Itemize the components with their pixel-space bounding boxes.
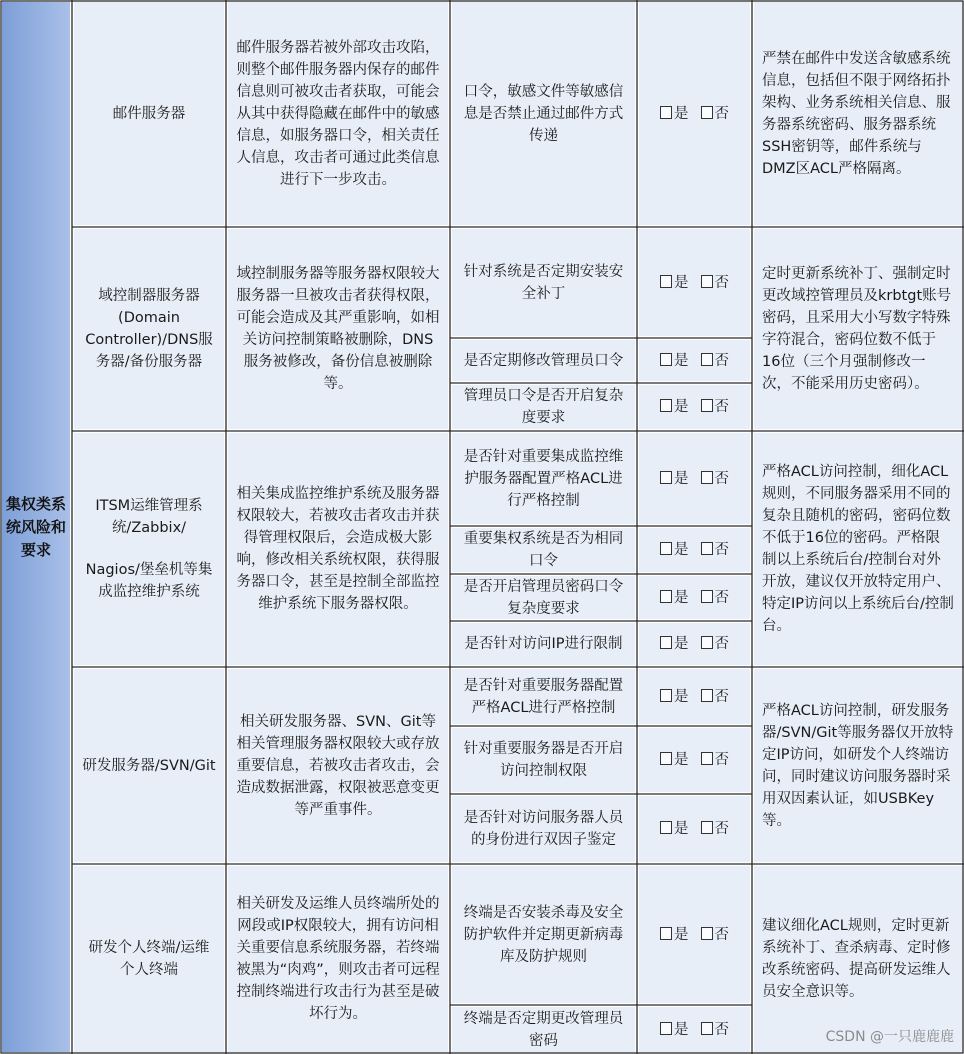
- risk-cell-dev-server: 相关研发服务器、SVN、Git等相关管理服务器权限较大或存放重要信息，若被攻击者攻击，会造成数据泄露，权限被恶意变更等严重事件。: [228, 669, 448, 862]
- checkbox-icon[interactable]: [701, 927, 713, 940]
- checkbox-icon[interactable]: [701, 821, 713, 834]
- risk-cell-domain-controller: 域控制服务器等服务器权限较大服务器一旦被攻击者获得权限，可能会造成及其严重影响，如相关访问控制策略被删除，DNS服务被修改，备份信息被删除等。: [228, 229, 448, 429]
- check-item: 针对系统是否定期安装安全补丁: [452, 229, 635, 336]
- checkbox-icon[interactable]: [660, 590, 672, 603]
- checkbox-icon[interactable]: [701, 636, 713, 649]
- yes-no-checkbox-group: [639, 1007, 750, 1052]
- check-item: 终端是否安装杀毒及安全防护软件并定期更新病毒库及防护规则: [452, 866, 635, 1003]
- asset-cell-domain-controller: 域控制器服务器(Domain Controller)/DNS服务器/备份服务器: [74, 229, 224, 429]
- no-option[interactable]: 否: [701, 636, 730, 652]
- checkbox-icon[interactable]: [701, 399, 713, 412]
- checkbox-icon[interactable]: [701, 353, 713, 366]
- yes-option[interactable]: 是: [660, 927, 689, 943]
- yes-option[interactable]: 是: [660, 471, 689, 487]
- checkbox-icon[interactable]: [701, 471, 713, 484]
- checkbox-icon[interactable]: [701, 542, 713, 555]
- risk-cell-terminal: 相关研发及运维人员终端所处的网段或IP权限较大，拥有访问相关重要信息系统服务器，若终端被黑为“肉鸡”，则攻击者可远程控制终端进行攻击行为甚至是破坏行为。: [228, 866, 448, 1052]
- asset-cell-itsm: ITSM运维管理系统/Zabbix/ Nagios/堡垒机等集成监控维护系统: [74, 433, 224, 665]
- yes-option[interactable]: 是: [660, 106, 689, 122]
- category-label: 集权类系统风险和要求: [6, 494, 67, 559]
- checkbox-icon[interactable]: [660, 471, 672, 484]
- no-option[interactable]: 否: [701, 106, 730, 122]
- yes-option[interactable]: 是: [660, 590, 689, 606]
- checkbox-icon[interactable]: [660, 689, 672, 702]
- yes-option[interactable]: 是: [660, 353, 689, 369]
- yes-no-checkbox-group: [639, 866, 750, 1003]
- checkbox-icon[interactable]: [660, 399, 672, 412]
- checkbox-icon[interactable]: [660, 106, 672, 119]
- yes-option[interactable]: 是: [660, 275, 689, 291]
- checkbox-icon[interactable]: [660, 636, 672, 649]
- check-item: 是否开启管理员密码口令复杂度要求: [452, 576, 635, 619]
- checkbox-icon[interactable]: [701, 689, 713, 702]
- checkbox-icon[interactable]: [701, 106, 713, 119]
- check-item: 是否针对重要集成监控维护服务器配置严格ACL进行严格控制: [452, 433, 635, 524]
- check-item: 重要集权系统是否为相同口令: [452, 528, 635, 572]
- no-option[interactable]: 否: [701, 471, 730, 487]
- check-item: 是否针对访问服务器人员的身份进行双因子鉴定: [452, 796, 635, 862]
- check-item: 是否针对访问IP进行限制: [452, 623, 635, 665]
- yes-no-checkbox-group: [639, 796, 750, 862]
- checkbox-icon[interactable]: [660, 752, 672, 765]
- yes-no-checkbox-group: [639, 340, 750, 381]
- checkbox-icon[interactable]: [660, 275, 672, 288]
- checkbox-icon[interactable]: [701, 1022, 713, 1035]
- yes-no-checkbox-group: [639, 2, 750, 225]
- yes-no-checkbox-group: [639, 623, 750, 665]
- risk-cell-itsm: 相关集成监控维护系统及服务器权限较大，若被攻击者攻击并获得管理权限后，会造成极大影响，修改相关系统权限，获得服务器口令，甚至是控制全部监控维护系统下服务器权限。: [228, 433, 448, 665]
- yes-no-checkbox-group: [639, 385, 750, 429]
- category-cell: [2, 2, 70, 1052]
- yes-no-checkbox-group: [639, 433, 750, 524]
- checkbox-icon[interactable]: [701, 752, 713, 765]
- suggestion-cell-domain-controller: 定时更新系统补丁、强制定时更改域控管理员及krbtgt账号密码，且采用大小写数字特殊字符混合，密码位数不低于16位（三个月强制修改一次，不能采用历史密码）。: [754, 229, 962, 429]
- checkbox-icon[interactable]: [660, 821, 672, 834]
- no-option[interactable]: 否: [701, 689, 730, 705]
- yes-option[interactable]: 是: [660, 399, 689, 415]
- asset-cell-mail: 邮件服务器: [74, 2, 224, 225]
- suggestion-cell-terminal: 建议细化ACL规则，定时更新系统补丁、查杀病毒、定时修改系统密码、提高研发运维人员安全意识等。: [754, 866, 962, 1052]
- risk-cell-mail: 邮件服务器若被外部攻击攻陷，则整个邮件服务器内保存的邮件信息则可被攻击者获取，可能会从其中获得隐藏在邮件中的敏感信息，如服务器口令，相关责任人信息，攻击者可通过此类信息进行下一步攻击。: [228, 2, 448, 225]
- yes-no-checkbox-group: [639, 576, 750, 619]
- watermark: CSDN @一只鹿鹿鹿: [825, 1029, 954, 1045]
- checkbox-icon[interactable]: [660, 542, 672, 555]
- check-item: 针对重要服务器是否开启访问控制权限: [452, 728, 635, 792]
- checkbox-icon[interactable]: [660, 353, 672, 366]
- yes-no-checkbox-group: [639, 229, 750, 336]
- no-option[interactable]: 否: [701, 821, 730, 837]
- checkbox-icon[interactable]: [660, 927, 672, 940]
- check-item: 管理员口令是否开启复杂度要求: [452, 385, 635, 429]
- no-option[interactable]: 否: [701, 542, 730, 558]
- suggestion-cell-mail: 严禁在邮件中发送含敏感系统信息，包括但不限于网络拓扑架构、业务系统相关信息、服务器系统密码、服务器系统SSH密钥等，邮件系统与DMZ区ACL严格隔离。: [754, 2, 962, 225]
- yes-no-checkbox-group: [639, 528, 750, 572]
- asset-cell-dev-server: 研发服务器/SVN/Git: [74, 669, 224, 862]
- checkbox-icon[interactable]: [701, 275, 713, 288]
- yes-option[interactable]: 是: [660, 689, 689, 705]
- check-item: 口令，敏感文件等敏感信息是否禁止通过邮件方式传递: [452, 2, 635, 225]
- no-option[interactable]: 否: [701, 752, 730, 768]
- check-item: 终端是否定期更改管理员密码: [452, 1007, 635, 1052]
- no-option[interactable]: 否: [701, 927, 730, 943]
- yes-no-checkbox-group: [639, 728, 750, 792]
- no-option[interactable]: 否: [701, 1022, 730, 1038]
- yes-option[interactable]: 是: [660, 636, 689, 652]
- asset-cell-terminal: 研发个人终端/运维个人终端: [74, 866, 224, 1052]
- check-item: 是否针对重要服务器配置严格ACL进行严格控制: [452, 669, 635, 724]
- yes-option[interactable]: 是: [660, 542, 689, 558]
- suggestion-cell-itsm: 严格ACL访问控制，细化ACL规则，不同服务器采用不同的复杂且随机的密码，密码位数不低于16位的密码。严格限制以上系统后台/控制台对外开放，建议仅开放特定用户、特定IP访问以上系统后台/控制台。: [754, 433, 962, 665]
- checkbox-icon[interactable]: [701, 590, 713, 603]
- no-option[interactable]: 否: [701, 590, 730, 606]
- yes-no-checkbox-group: [639, 669, 750, 724]
- yes-option[interactable]: 是: [660, 821, 689, 837]
- yes-option[interactable]: 是: [660, 752, 689, 768]
- yes-option[interactable]: 是: [660, 1022, 689, 1038]
- no-option[interactable]: 否: [701, 399, 730, 415]
- check-item: 是否定期修改管理员口令: [452, 340, 635, 381]
- no-option[interactable]: 否: [701, 353, 730, 369]
- suggestion-cell-dev-server: 严格ACL访问控制，研发服务器/SVN/Git等服务器仅开放特定IP访问，如研发个人终端访问，同时建议访问服务器时采用双因素认证，如USBKey等。: [754, 669, 962, 862]
- checkbox-icon[interactable]: [660, 1022, 672, 1035]
- no-option[interactable]: 否: [701, 275, 730, 291]
